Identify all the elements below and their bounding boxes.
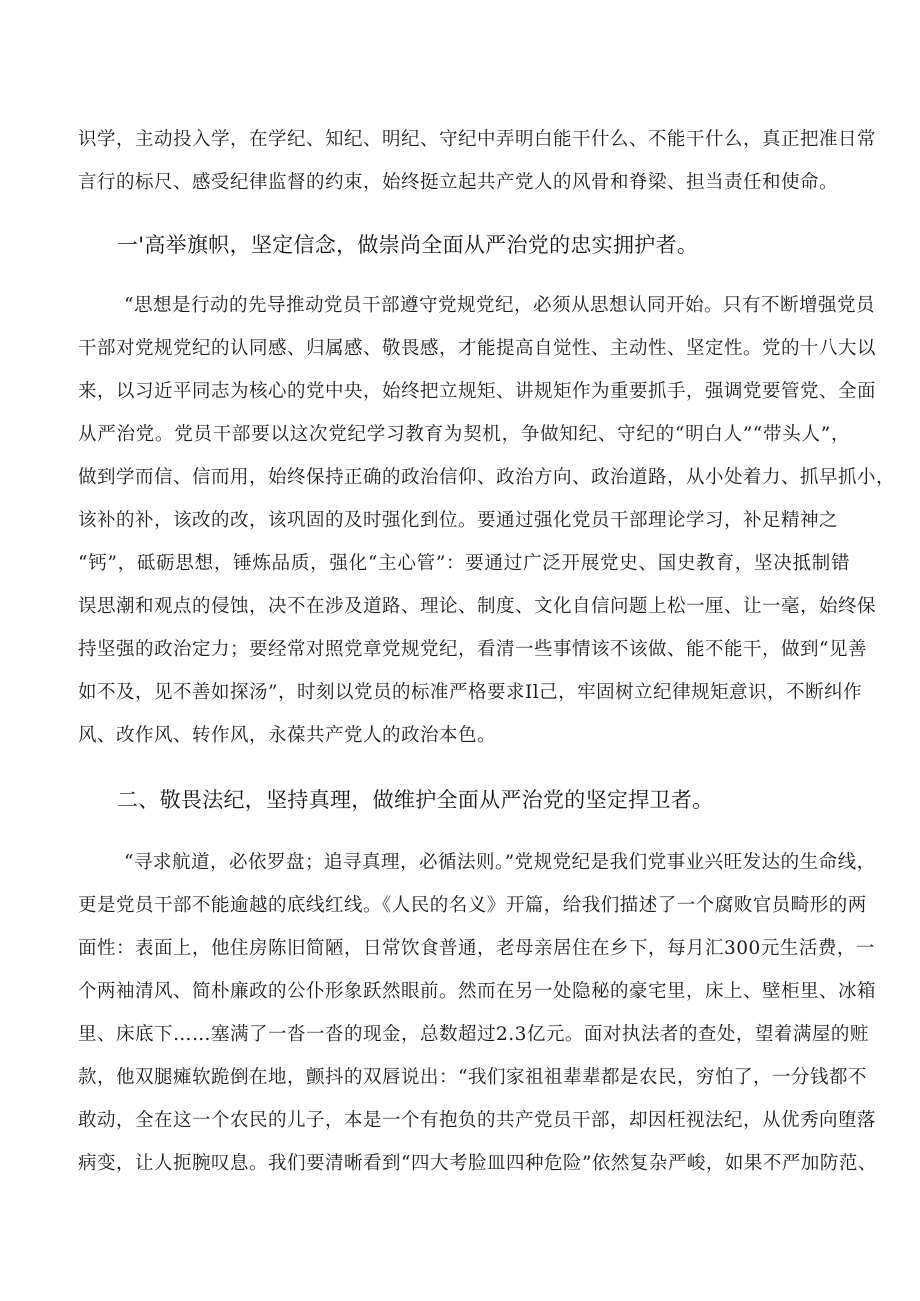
section-2-line-7: 敢动，全在这一个农民的儿子，本是一个有抱负的共产党员干部，却因枉视法纪，从优秀向堕落 [78, 1110, 877, 1131]
section-1-heading: 一'高举旗帜，坚定信念，做崇尚全面从严治党的忠实拥护者。 [117, 233, 699, 257]
section-2-line-4: 个两袖清风、简朴廉政的公仆形象跃然眼前。然而在另一处隐秘的豪宅里，床上、壁柜里、冰箱 [78, 981, 877, 1002]
section-1-line-8: 误思潮和观点的侵蚀，决不在涉及道路、理论、制度、文化自信问题上松一厘、让一毫，始终保 [78, 596, 877, 617]
section-2-line-8: 病变，让人扼腕叹息。我们要清晰看到“四大考脸皿四种危险”依然复杂严峻，如果不严加防范、 [78, 1153, 877, 1174]
section-2-line-5: 里、床底下……塞满了一沓一沓的现金，总数超过2.3亿元。面对执法者的查处，望着满屋的赃 [78, 1024, 869, 1045]
section-1-line-6: 该补的补，该改的改，该巩固的及时强化到位。要通过强化党员干部理论学习，补足精神之 [78, 510, 839, 531]
section-1-line-5: 做到学而信、信而用，始终保持正确的政治信仰、政治方向、政治道路，从小处着力、抓早抓小， [78, 467, 896, 488]
section-1-line-11: 风、改作风、转作风，永葆共产党人的政治本色。 [78, 725, 497, 746]
section-1-line-4: 从严治党。党员干部要以这次党纪学习教育为契机，争做知纪、守纪的“明白人”“带头人”， [78, 424, 850, 445]
section-2-line-2: 更是党员干部不能逾越的底线红线。《人民的名义》开篇，给我们描述了一个腐败官员畸形的两 [78, 895, 867, 916]
section-2-line-6: 款，他双腿瘫软跪倒在地，颤抖的双唇说出：“我们家祖祖辈辈都是农民，穷怕了，一分钱都不 [78, 1067, 867, 1088]
section-1-line-3: 来，以习近平同志为核心的党中央，始终把立规矩、讲规矩作为重要抓手，强调党要管党、全面 [78, 381, 877, 402]
section-1-line-9: 持坚强的政治定力；要经常对照党章党规党纪，看清一些事情该不该做、能不能干，做到“见善 [78, 639, 867, 660]
section-1-line-1: “思想是行动的先导推动党员干部遵守党规党纪，必须从思想认同开始。只有不断增强党员 [124, 295, 875, 316]
section-2-heading: 二、敬畏法纪，坚持真理，做维护全面从严治党的坚定捍卫者。 [117, 788, 714, 812]
intro-line-2: 言行的标尺、感受纪律监督的约束，始终挺立起共产党人的风骨和脊梁、担当责任和使命。 [78, 172, 839, 193]
section-1-line-7: “钙”，砥砺思想，锤炼品质，强化“主心管”：要通过广泛开展党史、国史教育，坚决抵制错 [78, 553, 850, 574]
section-2-line-1: “寻求航道，必依罗盘；追寻真理，必循法则。”党规党纪是我们党事业兴旺发达的生命线， [124, 852, 876, 873]
section-2-line-3: 面性：表面上，他住房陈旧简陋，日常饮食普通，老母亲居住在乡下，每月汇300元生活费，一 [78, 938, 875, 959]
section-1-line-10: 如不及，见不善如探汤”，时刻以党员的标准严格要求Il己，牢固树立纪律规矩意识，不断纠作 [78, 682, 863, 703]
intro-line-1: 识学，主动投入学，在学纪、知纪、明纪、守纪中弄明白能干什么、不能干什么，真正把准日常 [78, 129, 877, 150]
section-1-line-2: 干部对党规党纪的认同感、归属感、敬畏感，才能提高自觉性、主动性、坚定性。党的十八大以 [78, 338, 877, 359]
